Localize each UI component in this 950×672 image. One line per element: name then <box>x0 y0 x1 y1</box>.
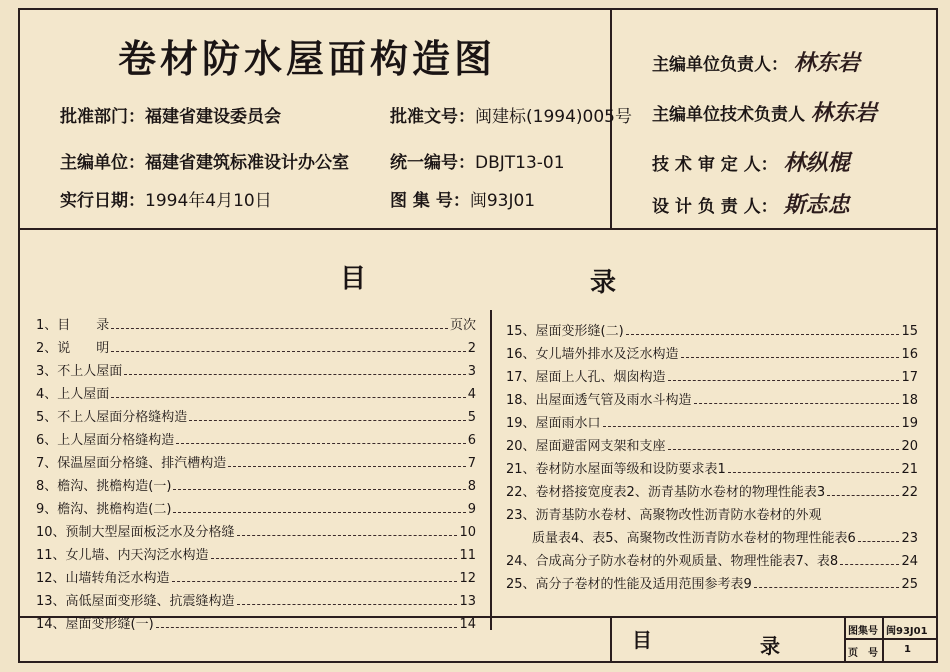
toc-item-label: 21、卷材防水屋面等级和设防要求表1 <box>506 462 726 477</box>
leader-dash <box>124 373 465 375</box>
resp-design-lead <box>652 188 850 219</box>
toc-item-label: 4、上人屋面 <box>36 387 110 402</box>
footer-block-left <box>610 616 612 661</box>
leader-dash <box>694 402 900 404</box>
leader-dash <box>173 511 465 513</box>
resp-reviewer-label: 技 术 审 定 人： <box>652 155 778 175</box>
editor-unit-label: 主编单位： <box>60 153 145 173</box>
toc-item-24[interactable] <box>506 546 918 569</box>
toc-item-12[interactable] <box>36 563 476 586</box>
toc-item-1[interactable] <box>36 310 476 333</box>
footer-title-left: 目 <box>632 628 652 652</box>
unified-no-label: 统一编号： <box>390 153 475 173</box>
header-divider <box>20 228 936 230</box>
resp-chief-editor <box>652 46 860 77</box>
toc-item-page: 13 <box>459 594 476 609</box>
resp-reviewer-signature: 林纵棍 <box>783 150 850 176</box>
leader-dash <box>111 396 465 398</box>
toc-left-column <box>36 310 476 632</box>
leader-dash <box>237 603 458 605</box>
toc-item-14[interactable] <box>36 609 476 632</box>
toc-item-label: 11、女儿墙、内天沟泛水构造 <box>36 548 209 563</box>
footer-page-value: 1 <box>904 644 911 655</box>
leader-dash <box>858 540 900 542</box>
toc-item-17[interactable] <box>506 362 918 385</box>
toc-item-label: 13、高低屋面变形缝、抗震缝构造 <box>36 594 235 609</box>
leader-dash <box>668 379 900 381</box>
leader-dash <box>681 356 900 358</box>
leader-dash <box>840 563 899 565</box>
toc-item-page: 19 <box>901 416 918 431</box>
toc-item-page: 12 <box>459 571 476 586</box>
leader-dash <box>603 425 900 427</box>
toc-item-21[interactable] <box>506 454 918 477</box>
toc-item-label: 20、屋面避雷网支架和支座 <box>506 439 666 454</box>
toc-item-5[interactable] <box>36 402 476 425</box>
toc-item-page: 20 <box>901 439 918 454</box>
leader-dash <box>626 333 900 335</box>
toc-item-page: 18 <box>901 393 918 408</box>
footer-page-label: 页 号 <box>848 648 878 659</box>
toc-item-page: 17 <box>901 370 918 385</box>
toc-item-label: 23、沥青基防水卷材、高聚物改性沥青防水卷材的外观 <box>506 508 822 523</box>
unified-no <box>390 148 565 173</box>
toc-item-label: 15、屋面变形缝(二) <box>506 324 624 339</box>
editor-unit <box>60 148 349 173</box>
leader-dash <box>237 534 458 536</box>
resp-design-lead-signature: 斯志忠 <box>783 192 850 218</box>
toc-item-23b[interactable] <box>506 523 918 546</box>
toc-heading-right: 录 <box>590 268 617 298</box>
toc-item-label: 14、屋面变形缝(一) <box>36 617 154 632</box>
approval-doc <box>390 102 632 127</box>
toc-item-label: 17、屋面上人孔、烟囱构造 <box>506 370 666 385</box>
toc-item-label: 质量表4、表5、高聚物改性沥青防水卷材的物理性能表6 <box>506 531 856 546</box>
leader-dash <box>156 626 458 628</box>
toc-item-page: 4 <box>467 387 476 402</box>
atlas-no-label: 图 集 号： <box>390 191 470 211</box>
leader-dash <box>211 557 458 559</box>
toc-item-15[interactable] <box>506 316 918 339</box>
toc-item-label: 7、保温屋面分格缝、排汽槽构造 <box>36 456 227 471</box>
toc-item-label: 2、说 明 <box>36 341 110 356</box>
toc-item-page: 15 <box>901 324 918 339</box>
toc-item-25[interactable] <box>506 569 918 592</box>
approval-doc-label: 批准文号： <box>390 107 475 127</box>
toc-item-page: 5 <box>467 410 476 425</box>
atlas-no-value: 闽93J01 <box>469 191 536 211</box>
toc-item-19[interactable] <box>506 408 918 431</box>
footer-block-hsplit <box>844 638 936 640</box>
toc-right-column <box>506 316 918 592</box>
toc-item-16[interactable] <box>506 339 918 362</box>
toc-item-page: 11 <box>459 548 476 563</box>
resp-reviewer <box>652 146 850 177</box>
leader-dash <box>228 465 465 467</box>
toc-item-label: 24、合成高分子防水卷材的外观质量、物理性能表7、表8 <box>506 554 839 569</box>
toc-item-label: 5、不上人屋面分格缝构造 <box>36 410 188 425</box>
effective-date-label: 实行日期： <box>60 191 145 211</box>
toc-item-label: 12、山墙转角泛水构造 <box>36 571 170 586</box>
toc-item-page: 21 <box>901 462 918 477</box>
resp-tech-lead <box>652 96 877 127</box>
toc-item-label: 25、高分子卷材的性能及适用范围参考表9 <box>506 577 752 592</box>
toc-item-8[interactable] <box>36 471 476 494</box>
leader-dash <box>111 350 465 352</box>
resp-design-lead-label: 设 计 负 责 人： <box>652 197 778 217</box>
toc-item-18[interactable] <box>506 385 918 408</box>
approval-dept-value: 福建省建设委员会 <box>145 107 281 127</box>
toc-item-20[interactable] <box>506 431 918 454</box>
toc-item-7[interactable] <box>36 448 476 471</box>
toc-item-3[interactable] <box>36 356 476 379</box>
toc-item-label: 22、卷材搭接宽度表2、沥青基防水卷材的物理性能表3 <box>506 485 826 500</box>
footer-atlas-value: 闽93J01 <box>886 626 928 637</box>
toc-item-2[interactable] <box>36 333 476 356</box>
resp-chief-editor-signature: 林东岩 <box>793 50 860 76</box>
toc-item-label: 19、屋面雨水口 <box>506 416 601 431</box>
leader-dash <box>111 327 448 329</box>
resp-tech-lead-label: 主编单位技术负责人 <box>652 105 805 125</box>
leader-dash <box>189 419 465 421</box>
toc-item-label: 18、出屋面透气管及雨水斗构造 <box>506 393 692 408</box>
toc-item-label: 6、上人屋面分格缝构造 <box>36 433 175 448</box>
toc-item-page: 25 <box>901 577 918 592</box>
toc-column-divider <box>490 310 492 630</box>
toc-item-label: 10、预制大型屋面板泛水及分格缝 <box>36 525 235 540</box>
toc-heading-left: 目 <box>340 264 367 294</box>
footer-title-right: 录 <box>760 634 780 658</box>
leader-dash <box>176 442 465 444</box>
leader-dash <box>827 494 899 496</box>
toc-item-6[interactable] <box>36 425 476 448</box>
toc-item-label: 3、不上人屋面 <box>36 364 123 379</box>
toc-item-label: 9、檐沟、挑檐构造(二) <box>36 502 172 517</box>
toc-item-10[interactable] <box>36 517 476 540</box>
toc-item-page: 9 <box>467 502 476 517</box>
approval-doc-value: 闽建标(1994)005号 <box>475 107 632 127</box>
page-title: 卷材防水屋面构造图 <box>118 36 497 81</box>
toc-item-11[interactable] <box>36 540 476 563</box>
drawing-frame <box>18 8 938 663</box>
toc-item-page: 6 <box>467 433 476 448</box>
resp-tech-lead-signature: 林东岩 <box>810 100 877 126</box>
toc-item-13[interactable] <box>36 586 476 609</box>
toc-item-9[interactable] <box>36 494 476 517</box>
toc-item-page: 页次 <box>449 318 476 333</box>
approval-dept-label: 批准部门： <box>60 107 145 127</box>
unified-no-value: DBJT13-01 <box>475 153 565 173</box>
editor-unit-value: 福建省建筑标准设计办公室 <box>145 153 349 173</box>
toc-item-label: 1、目 录 <box>36 318 110 333</box>
toc-item-4[interactable] <box>36 379 476 402</box>
resp-chief-editor-label: 主编单位负责人： <box>652 55 788 75</box>
approval-dept <box>60 102 281 127</box>
toc-item-page: 10 <box>459 525 476 540</box>
toc-item-22[interactable] <box>506 477 918 500</box>
effective-date-value: 1994年4月10日 <box>145 191 272 211</box>
toc-item-page: 23 <box>901 531 918 546</box>
toc-item-label: 16、女儿墙外排水及泛水构造 <box>506 347 679 362</box>
leader-dash <box>668 448 900 450</box>
atlas-no <box>390 186 535 211</box>
effective-date <box>60 186 272 211</box>
footer-atlas-label: 图集号 <box>848 626 878 637</box>
toc-item-page: 7 <box>467 456 476 471</box>
leader-dash <box>173 488 465 490</box>
toc-item-page: 24 <box>901 554 918 569</box>
toc-item-page: 3 <box>467 364 476 379</box>
toc-item-page: 16 <box>901 347 918 362</box>
toc-item-page: 8 <box>467 479 476 494</box>
leader-dash <box>728 471 900 473</box>
toc-item-page: 22 <box>901 485 918 500</box>
leader-dash <box>172 580 458 582</box>
toc-item-23a[interactable] <box>506 500 918 523</box>
leader-dash <box>754 586 900 588</box>
toc-item-page: 14 <box>459 617 476 632</box>
toc-item-page: 2 <box>467 341 476 356</box>
toc-item-label: 8、檐沟、挑檐构造(一) <box>36 479 172 494</box>
